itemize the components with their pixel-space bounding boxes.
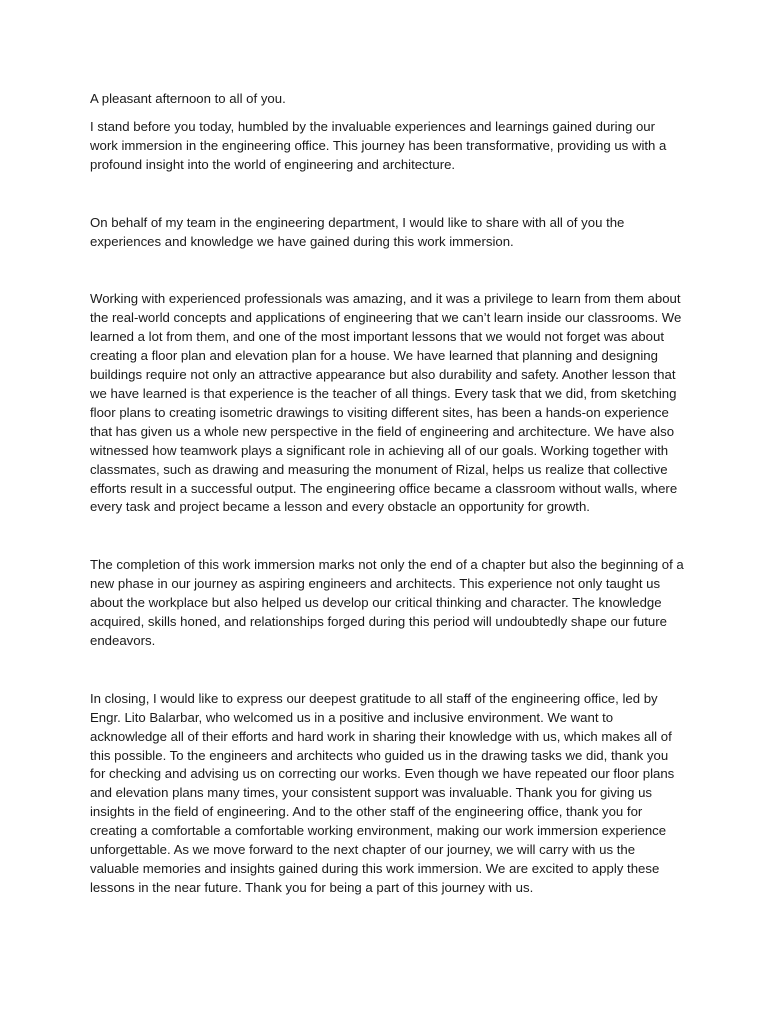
- experience-paragraph: Working with experienced professionals was amazing, and it was a privilege to learn from them about the real-world concepts and applications of engineering that we can’t learn inside our classrooms. We learned a lot from them, and one of the most important lessons that we would not forget was about creating a floor plan and elevation plan for a house. We have learned that planning and designing buildings require not only an attractive appearance but also durability and safety. Another lesson that we have learned is that experience is the teacher of all things. Every task that we did, from sketching floor plans to creating isometric drawings to visiting different sites, has been a hands-on experience that has given us a whole new perspective in the field of engineering and architecture. We have also witnessed how teamwork plays a significant role in achieving all of our goals. Working together with classmates, such as drawing and measuring the monument of Rizal, helps us realize that collective efforts result in a successful output. The engineering office became a classroom without walls, where every task and project became a lesson and every obstacle an opportunity for growth.: [90, 291, 682, 515]
- closing-paragraph: In closing, I would like to express our deepest gratitude to all staff of the engineering office, led by Engr. Lito Balarbar, who welcomed us in a positive and inclusive environment. We want to acknowledge all of their efforts and hard work in sharing their knowledge with us, which makes all of this possible. To the engineers and architects who guided us in the drawing tasks we did, thank you for checking and advising us on correcting our works. Even though we have repeated our floor plans and elevation plans many times, your consistent support was invaluable. Thank you for giving us insights in the field of engineering. And to the other staff of the engineering office, thank you for creating a comfortable a comfortable working environment, making our work immersion experience unforgettable. As we move forward to the next chapter of our journey, we will carry with us the valuable memories and insights gained during this work immersion. We are excited to apply these lessons in the near future. Thank you for being a part of this journey with us.: [90, 690, 675, 895]
- behalf-paragraph: On behalf of my team in the engineering department, I would like to share with all of you the experiences and knowledge we have gained during this work immersion.: [90, 214, 625, 249]
- document-page: [90, 90, 686, 898]
- greeting-paragraph: A pleasant afternoon to all of you.: [90, 91, 286, 106]
- intro-paragraph: I stand before you today, humbled by the invaluable experiences and learnings gained during our work immersion in the engineering office. This journey has been transformative, providing us with a profound insight into the world of engineering and architecture.: [90, 118, 667, 172]
- completion-paragraph: The completion of this work immersion marks not only the end of a chapter but also the beginning of a new phase in our journey as aspiring engineers and architects. This experience not only taught us about the workplace but also helped us develop our critical thinking and character. The knowledge acquired, skills honed, and relationships forged during this period will undoubtedly shape our future endeavors.: [90, 557, 684, 648]
